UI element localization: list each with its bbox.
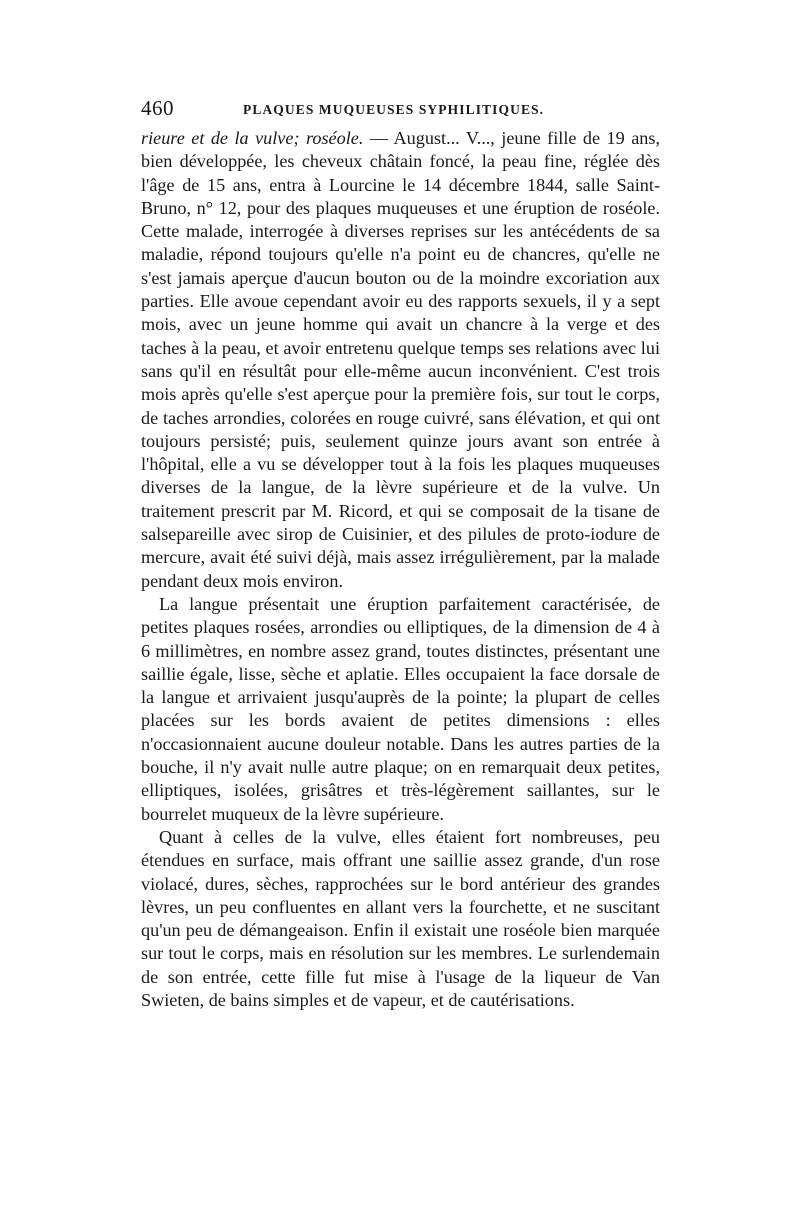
page-number: 460 bbox=[141, 96, 174, 120]
running-title: PLAQUES MUQUEUSES SYPHILITIQUES. bbox=[243, 102, 545, 117]
paragraph-1 bbox=[141, 127, 660, 593]
paragraph-2: La langue présentait une éruption parfaitement caractérisée, de petites plaques rosées, arrondies ou elliptiques, de la dimension de 4 à 6 millimètres, en nombre assez grand, toutes distinctes, présentant une saillie égale, lisse, sèche et aplatie. Elles occupaient la face dorsale de la langue et arrivaient jusqu'auprès de la pointe; la plupart de celles placées sur les bords avaient de petites dimensions : elles n'occasionnaient aucune douleur notable. Dans les autres parties de la bouche, il n'y avait nulle autre plaque; on en remarquait deux petites, elliptiques, isolées, grisâtres et très-légèrement saillantes, sur le bourrelet muqueux de la lèvre supérieure. bbox=[141, 593, 660, 824]
paragraph-3: Quant à celles de la vulve, elles étaient fort nombreuses, peu étendues en surface, mais offrant une saillie assez grande, d'un rose violacé, dures, sèches, rapprochées sur le bord antérieur des grandes lèvres, un peu confluentes en allant vers la fourchette, et ne suscitant qu'un peu de démangeaison. Enfin il existait une roséole bien marquée sur tout le corps, mais en résolution sur les membres. Le surlendemain de son entrée, cette fille fut mise à l'usage de la liqueur de Van Swieten, de bains simples et de vapeur, et de cautérisations. bbox=[141, 826, 660, 1010]
page-body bbox=[141, 127, 660, 1012]
paragraph-lead: rieure et de la vulve; roséole. bbox=[141, 128, 364, 148]
page-header bbox=[141, 96, 661, 126]
paragraph-text: — August... V..., jeune fille de 19 ans, bien développée, les cheveux châtain foncé, la peau fine, réglée dès l'âge de 15 ans, entra à Lourcine le 14 décembre 1844, salle Saint-Bruno, n° 12, pour des plaques muqueuses et une éruption de roséole. Cette malade, interrogée à diverses reprises sur les antécédents de sa maladie, répond toujours qu'elle n'a point eu de chancres, qu'elle ne s'est jamais aperçue d'aucun bouton ou de la moindre excoriation aux parties. Elle avoue cependant avoir eu des rapports sexuels, il y a sept mois, avec un jeune homme qui avait un chancre à la verge et des taches à la peau, et avoir entretenu quelque temps ses relations avec lui sans qu'il en résultât pour elle-même aucun inconvénient. C'est trois mois après qu'elle s'est aperçue pour la première fois, sur tout le corps, de taches arrondies, colorées en rouge cuivré, sans élévation, et qui ont toujours persisté; puis, seulement quinze jours avant son entrée à l'hôpital, elle a vu se développer tout à la fois les plaques muqueuses diverses de la langue, de la lèvre supérieure et de la vulve. Un traitement prescrit par M. Ricord, et qui se composait de la tisane de salsepareille avec sirop de Cuisinier, et des pilules de proto-iodure de mercure, avait été suivi déjà, mais assez irrégulièrement, par la malade pendant deux mois environ. bbox=[141, 128, 661, 591]
